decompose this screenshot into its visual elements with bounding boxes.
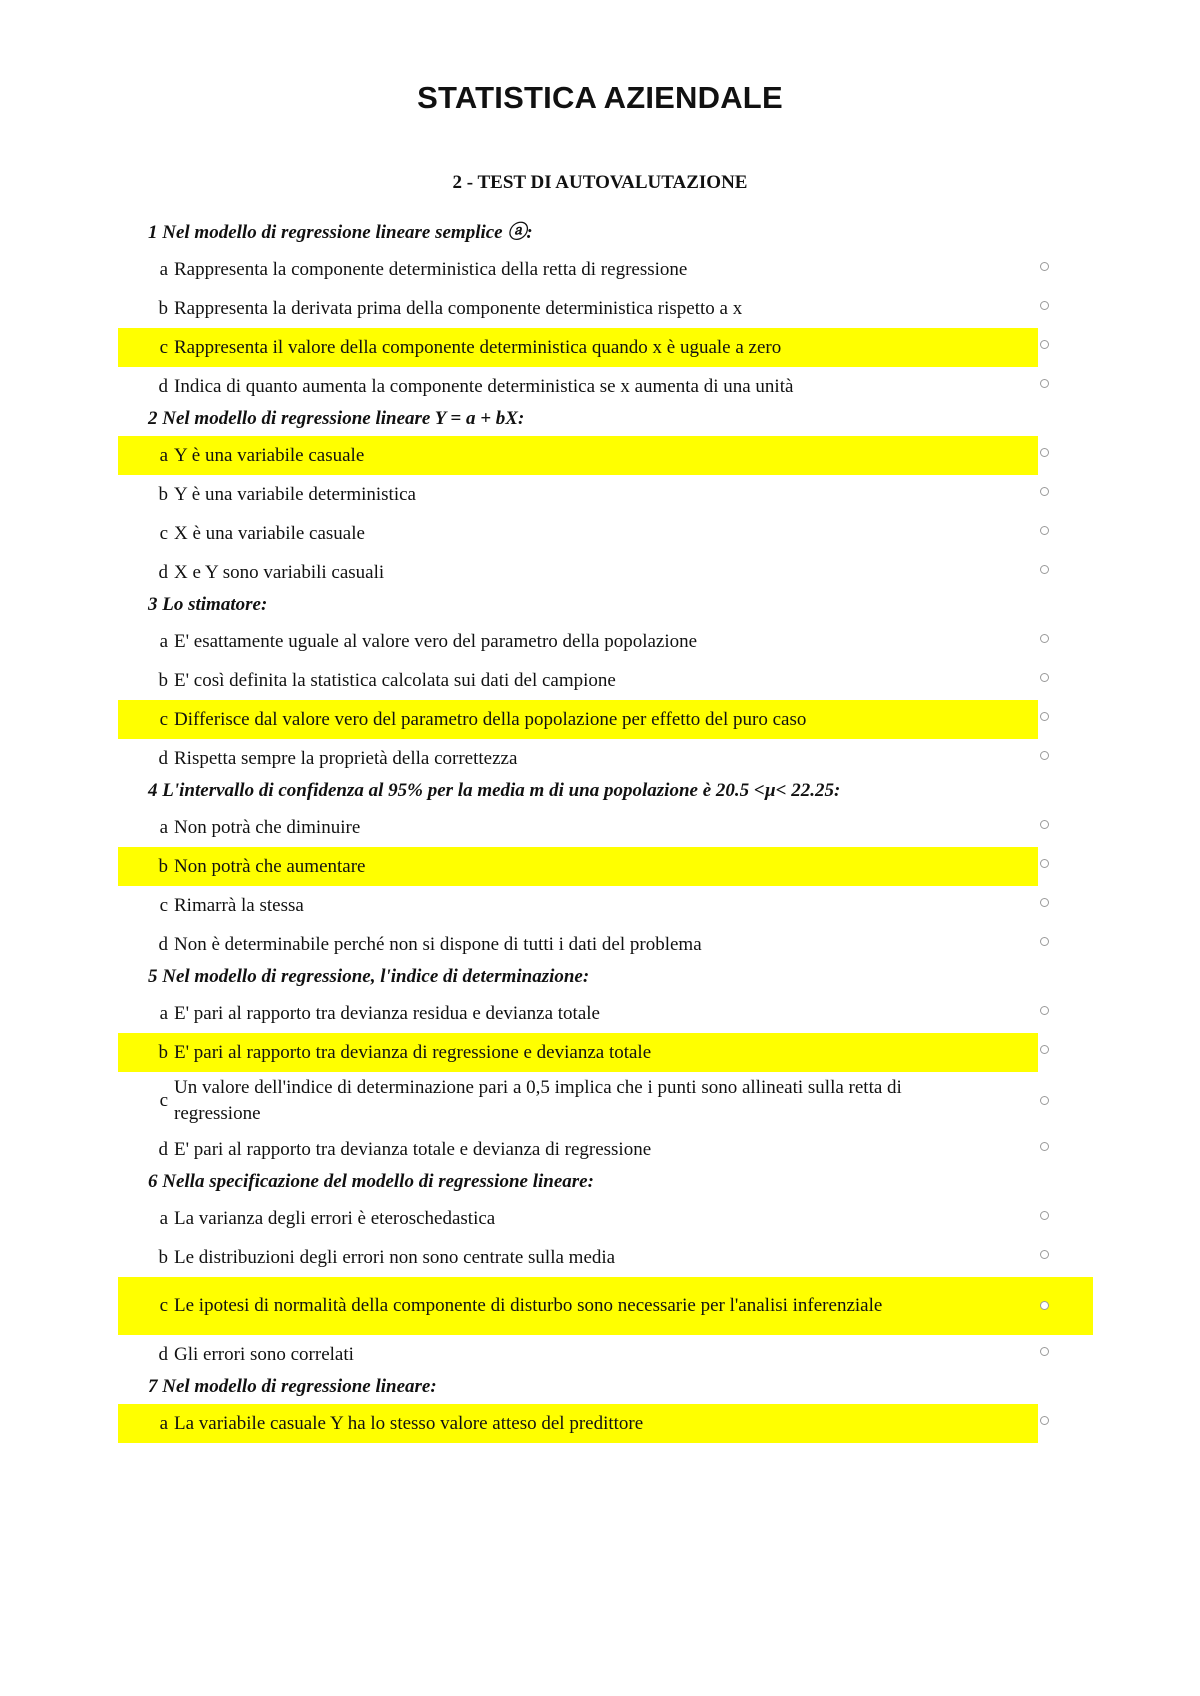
option-3d[interactable] bbox=[118, 739, 1088, 778]
option-letter: a bbox=[159, 1207, 168, 1229]
option-letter: a bbox=[159, 444, 168, 466]
option-5b[interactable] bbox=[118, 1033, 1088, 1072]
option-text: Non è determinabile perché non si dispone di tutti i dati del problema bbox=[174, 933, 702, 955]
option-text: Le ipotesi di normalità della componente di disturbo sono necessarie per l'analisi inferenziale bbox=[174, 1295, 883, 1316]
option-4c[interactable] bbox=[118, 886, 1088, 925]
question-6: 6 Nella specificazione del modello di regressione lineare: bbox=[148, 1171, 594, 1192]
option-text: Gli errori sono correlati bbox=[174, 1343, 354, 1365]
option-letter: b bbox=[158, 1041, 168, 1063]
radio-button-icon[interactable] bbox=[1040, 487, 1049, 496]
question-2: 2 Nel modello di regressione lineare Y = a + bX: bbox=[148, 408, 525, 429]
option-text: E' pari al rapporto tra devianza residua e devianza totale bbox=[174, 1002, 600, 1024]
option-text: E' pari al rapporto tra devianza di regressione e devianza totale bbox=[174, 1041, 652, 1063]
option-4d[interactable] bbox=[118, 925, 1088, 964]
radio-button-icon[interactable] bbox=[1040, 526, 1049, 535]
option-1b[interactable] bbox=[118, 289, 1088, 328]
option-text: X è una variabile casuale bbox=[174, 522, 365, 544]
option-2d[interactable] bbox=[118, 553, 1088, 592]
question-1: 1 Nel modello di regressione lineare semplice ⓐ: bbox=[148, 222, 533, 243]
radio-button-icon[interactable] bbox=[1040, 301, 1049, 310]
option-text: Differisce dal valore vero del parametro della popolazione per effetto del puro caso bbox=[174, 708, 807, 730]
question-7: 7 Nel modello di regressione lineare: bbox=[148, 1376, 437, 1397]
option-6b[interactable] bbox=[118, 1238, 1088, 1277]
option-text: Rappresenta la derivata prima della componente deterministica rispetto a x bbox=[174, 297, 743, 319]
quiz bbox=[118, 220, 1088, 1443]
option-text: Rappresenta la componente deterministica della retta di regressione bbox=[174, 258, 688, 280]
option-letter: d bbox=[158, 375, 168, 397]
option-4b[interactable] bbox=[118, 847, 1088, 886]
question-4: 4 L'intervallo di confidenza al 95% per la media m di una popolazione è 20.5 <µ< 22.25: bbox=[148, 780, 841, 801]
option-text: Le distribuzioni degli errori non sono centrate sulla media bbox=[174, 1246, 616, 1268]
option-7a[interactable] bbox=[118, 1404, 1088, 1443]
radio-button-icon[interactable] bbox=[1040, 1416, 1049, 1425]
option-6a[interactable] bbox=[118, 1199, 1088, 1238]
option-3b[interactable] bbox=[118, 661, 1088, 700]
option-letter: b bbox=[158, 297, 168, 319]
option-letter: d bbox=[158, 561, 168, 583]
option-text: La variabile casuale Y ha lo stesso valore atteso del predittore bbox=[174, 1412, 644, 1434]
radio-button-icon[interactable] bbox=[1040, 1045, 1049, 1054]
option-5a[interactable] bbox=[118, 994, 1088, 1033]
option-2c[interactable] bbox=[118, 514, 1088, 553]
option-text: E' così definita la statistica calcolata sui dati del campione bbox=[174, 669, 616, 691]
radio-button-icon[interactable] bbox=[1040, 1250, 1049, 1259]
question-3: 3 Lo stimatore: bbox=[148, 594, 268, 615]
option-6d[interactable] bbox=[118, 1335, 1088, 1374]
option-text: Y è una variabile casuale bbox=[174, 444, 365, 466]
radio-button-icon[interactable] bbox=[1040, 448, 1049, 457]
radio-button-icon[interactable] bbox=[1040, 898, 1049, 907]
radio-button-icon[interactable] bbox=[1040, 262, 1049, 271]
option-text: E' pari al rapporto tra devianza totale e devianza di regressione bbox=[174, 1138, 652, 1160]
option-5d[interactable] bbox=[118, 1130, 1088, 1169]
option-text: Rimarrà la stessa bbox=[174, 894, 304, 916]
option-letter: d bbox=[158, 933, 168, 955]
option-2a[interactable] bbox=[118, 436, 1088, 475]
option-letter: c bbox=[159, 522, 168, 544]
option-letter: c bbox=[159, 1295, 168, 1316]
radio-button-icon[interactable] bbox=[1040, 379, 1049, 388]
radio-button-icon[interactable] bbox=[1040, 634, 1049, 643]
option-text: Rispetta sempre la proprietà della correttezza bbox=[174, 747, 518, 769]
option-text: E' esattamente uguale al valore vero del parametro della popolazione bbox=[174, 630, 698, 652]
radio-button-icon[interactable] bbox=[1040, 751, 1049, 760]
option-text: Y è una variabile deterministica bbox=[174, 483, 416, 505]
option-2b[interactable] bbox=[118, 475, 1088, 514]
option-5c[interactable] bbox=[118, 1072, 1088, 1130]
radio-button-icon[interactable] bbox=[1040, 820, 1049, 829]
option-letter: c bbox=[159, 894, 168, 916]
option-letter: a bbox=[159, 1002, 168, 1024]
option-letter: d bbox=[158, 747, 168, 769]
option-4a[interactable] bbox=[118, 808, 1088, 847]
option-text: Indica di quanto aumenta la componente deterministica se x aumenta di una unità bbox=[174, 375, 794, 397]
option-text: Non potrà che aumentare bbox=[174, 855, 366, 877]
radio-button-icon[interactable] bbox=[1040, 1347, 1049, 1356]
radio-button-icon[interactable] bbox=[1040, 1142, 1049, 1151]
document-subtitle: 2 - TEST DI AUTOVALUTAZIONE bbox=[452, 172, 748, 193]
option-letter: a bbox=[159, 258, 168, 280]
radio-button-icon[interactable] bbox=[1040, 1006, 1049, 1015]
option-3c[interactable] bbox=[118, 700, 1088, 739]
option-6c[interactable] bbox=[118, 1277, 1088, 1335]
option-1c[interactable] bbox=[118, 328, 1088, 367]
option-text: Non potrà che diminuire bbox=[174, 816, 361, 838]
radio-button-icon[interactable] bbox=[1040, 673, 1049, 682]
radio-button-icon[interactable] bbox=[1040, 859, 1049, 868]
option-letter: d bbox=[158, 1343, 168, 1365]
question-5: 5 Nel modello di regressione, l'indice di determinazione: bbox=[148, 966, 590, 987]
option-letter: b bbox=[158, 1246, 168, 1268]
option-letter: b bbox=[158, 669, 168, 691]
radio-button-icon[interactable] bbox=[1040, 937, 1049, 946]
radio-button-icon[interactable] bbox=[1040, 340, 1049, 349]
option-1d[interactable] bbox=[118, 367, 1088, 406]
radio-button-icon[interactable] bbox=[1040, 712, 1049, 721]
option-letter: c bbox=[159, 336, 168, 358]
option-text: X e Y sono variabili casuali bbox=[174, 561, 385, 583]
radio-button-icon[interactable] bbox=[1040, 1211, 1049, 1220]
option-text: Un valore dell'indice di determinazione pari a 0,5 implica che i punti sono allineati sulla retta di regressione bbox=[174, 1077, 902, 1124]
option-text: Rappresenta il valore della componente deterministica quando x è uguale a zero bbox=[174, 336, 782, 358]
option-letter: c bbox=[159, 1090, 168, 1111]
option-letter: b bbox=[158, 855, 168, 877]
radio-button-icon[interactable] bbox=[1040, 1096, 1049, 1105]
option-letter: d bbox=[158, 1138, 168, 1160]
option-1a[interactable] bbox=[118, 250, 1088, 289]
radio-button-icon[interactable] bbox=[1040, 1301, 1049, 1310]
radio-button-icon[interactable] bbox=[1040, 565, 1049, 574]
option-text: La varianza degli errori è eteroschedastica bbox=[174, 1207, 496, 1229]
option-letter: a bbox=[159, 630, 168, 652]
option-letter: b bbox=[158, 483, 168, 505]
document-title: STATISTICA AZIENDALE bbox=[417, 80, 783, 115]
option-letter: a bbox=[159, 816, 168, 838]
option-letter: c bbox=[159, 708, 168, 730]
option-3a[interactable] bbox=[118, 622, 1088, 661]
option-letter: a bbox=[159, 1412, 168, 1434]
